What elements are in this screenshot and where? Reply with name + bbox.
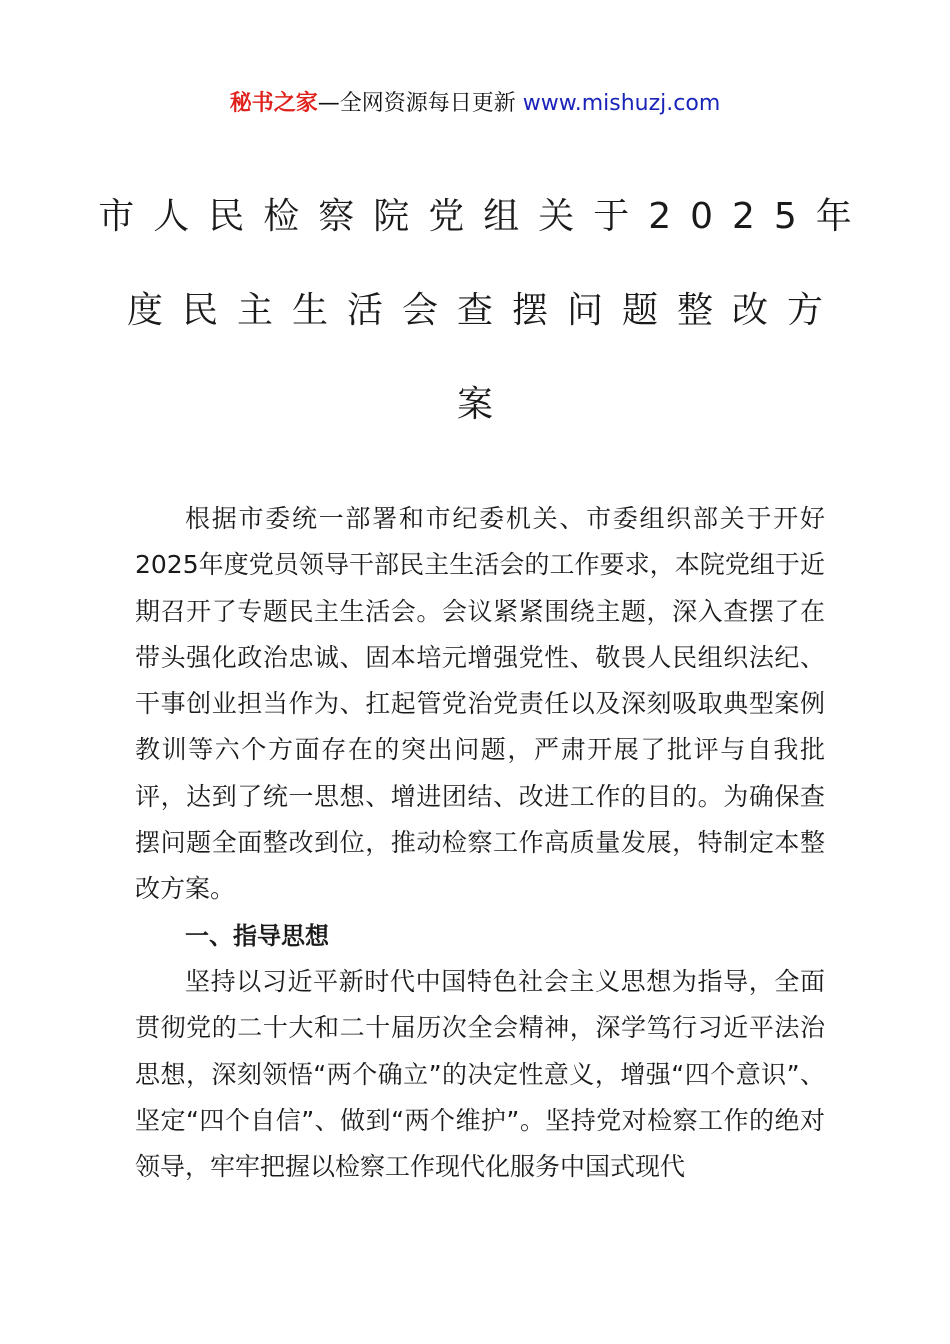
title-line-3: 案 [456,384,512,425]
site-header [0,88,950,120]
title-line-2: 度民主生活会查摆问题整改方 [126,290,842,331]
title-line-1: 市人民检察院党组关于2025年 [98,196,871,237]
document-body [135,496,825,1190]
section-paragraph-guiding-ideology: 坚持以习近平新时代中国特色社会主义思想为指导，全面贯彻党的二十大和二十届历次全会精神，深学笃行习近平法治思想，深刻领悟“两个确立”的决定性意义，增强“四个意识”、坚定“四个自信”、做到“两个维护”。坚持党对检察工作的绝对领导，牢牢把握以检察工作现代化服务中国式现代 [135,966,825,1182]
header-url-link[interactable]: www.mishuzj.com [522,91,721,116]
header-brand: 秘书之家 [229,91,318,116]
section-heading-guiding-ideology: 一、指导思想 [185,921,329,950]
header-tagline: —全网资源每日更新 [317,91,516,116]
document-title [0,170,950,452]
intro-paragraph: 根据市委统一部署和市纪委机关、市委组织部关于开好2025年度党员领导干部民主生活会的工作要求，本院党组于近期召开了专题民主生活会。会议紧紧围绕主题，深入查摆了在带头强化政治忠诚、固本培元增强党性、敬畏人民组织法纪、干事创业担当作为、扛起管党治党责任以及深刻吸取典型案例教训等六个方面存在的突出问题，严肃开展了批评与自我批评，达到了统一思想、增进团结、改进工作的目的。为确保查摆问题全面整改到位，推动检察工作高质量发展，特制定本整改方案。 [135,504,825,904]
